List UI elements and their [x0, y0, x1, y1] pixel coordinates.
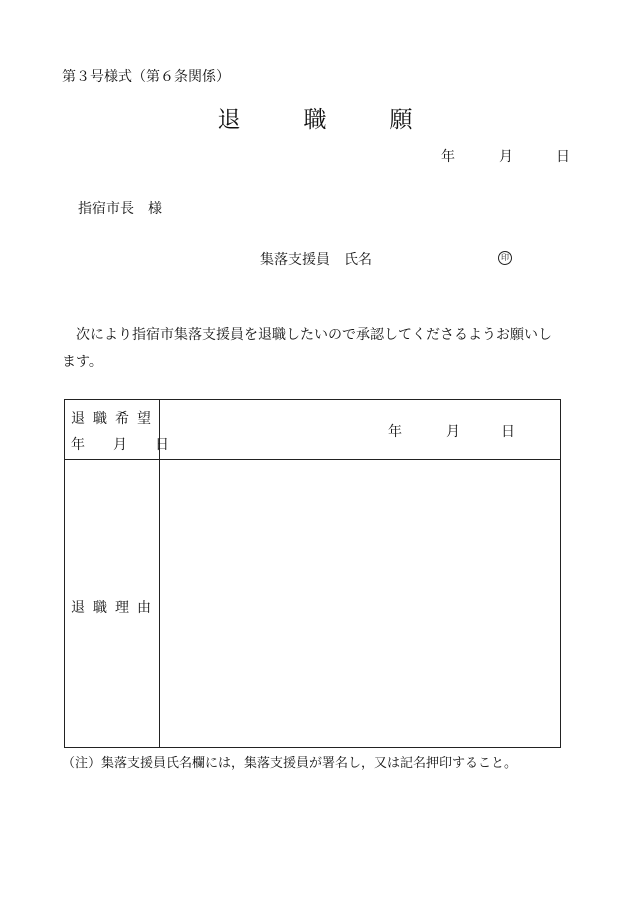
resignation-reason-label: 退職理由 [71, 600, 159, 616]
table-row-divider [65, 459, 560, 460]
signer-name-label: 集落支援員 氏名 [260, 252, 372, 268]
document-title: 退 職 願 [217, 107, 433, 133]
date-day-label: 日 [556, 149, 570, 165]
addressee: 指宿市長 様 [78, 201, 162, 217]
date-month-label: 月 [499, 149, 513, 165]
request-body-text: 次により指宿市集落支援員を退職したいので承認してくださるようお願いします。 [62, 327, 552, 370]
desired-year-label: 年 [388, 424, 402, 440]
seal-mark: 印 [498, 251, 512, 265]
desired-day-label: 日 [501, 424, 515, 440]
date-year-label: 年 [441, 149, 455, 165]
desired-month-label: 月 [446, 424, 460, 440]
form-number: 第３号様式（第６条関係） [62, 69, 230, 85]
footnote: （注）集落支援員氏名欄には，集落支援員が署名し，又は記名押印すること。 [62, 756, 518, 771]
resignation-form-table [64, 399, 561, 748]
desired-date-sublabel: 年 月 日 [71, 437, 169, 453]
desired-date-label: 退職希望 [71, 411, 159, 427]
